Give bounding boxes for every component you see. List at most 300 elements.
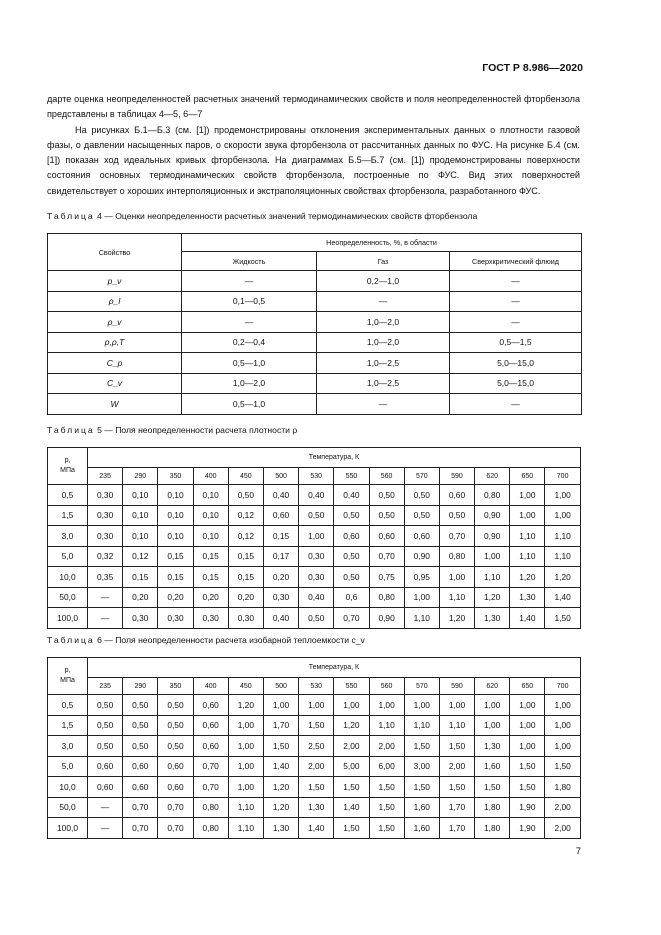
table4-property-cell: W	[48, 394, 182, 415]
table4-header-group: Неопределенность, %, в области	[182, 234, 582, 252]
table-row	[48, 526, 581, 547]
table5-value-cell: 0,40	[299, 485, 334, 506]
table4-value-cell: 1,0—2,0	[182, 373, 317, 394]
table5-value-cell: 1,10	[510, 546, 545, 567]
page-number: 7	[575, 846, 581, 857]
table5-value-cell: 0,60	[334, 526, 369, 547]
table5-value-cell: 0,30	[299, 546, 334, 567]
table6-value-cell: 1,60	[404, 797, 439, 818]
table6-value-cell: 1,30	[475, 736, 510, 757]
table-row	[48, 546, 581, 567]
table-row	[48, 291, 582, 312]
table5-value-cell: 1,40	[510, 608, 545, 629]
table6-value-cell: 1,60	[404, 818, 439, 839]
table-row	[48, 797, 581, 818]
table6-value-cell: 0,70	[158, 797, 193, 818]
table5-caption-word: Таблица	[47, 425, 95, 435]
table5-value-cell: 0,30	[88, 505, 123, 526]
table5-value-cell: 0,80	[475, 485, 510, 506]
table4-property-cell: C_v	[48, 373, 182, 394]
table5-value-cell: 0,35	[88, 567, 123, 588]
document-id: ГОСТ Р 8.986—2020	[482, 62, 583, 74]
table5-value-cell: 0,10	[193, 485, 228, 506]
table4-property-cell: C_p	[48, 353, 182, 374]
table4-value-cell: 5,0—15,0	[450, 353, 582, 374]
table4-value-cell: —	[450, 394, 582, 415]
table6-value-cell: 0,70	[123, 797, 158, 818]
table5-value-cell: 0,15	[228, 567, 263, 588]
table5-pressure-cell: 10,0	[48, 567, 88, 588]
table5-value-cell: 0,30	[88, 485, 123, 506]
table5-pressure-cell: 3,0	[48, 526, 88, 547]
table5-value-cell: 0,75	[369, 567, 404, 588]
table6-value-cell: 3,00	[404, 756, 439, 777]
table6-value-cell: 1,80	[475, 818, 510, 839]
table5-value-cell: 0,10	[123, 485, 158, 506]
table6-pressure-cell: 10,0	[48, 777, 88, 798]
table6-value-cell: 1,20	[334, 715, 369, 736]
table6-value-cell: 2,00	[299, 756, 334, 777]
table5-value-cell: 1,10	[439, 587, 474, 608]
table4-value-cell: —	[182, 312, 317, 333]
table5-value-cell: 1,20	[510, 567, 545, 588]
table6-value-cell: 1,00	[545, 736, 580, 757]
table6-header-temperature: Температура, К	[88, 658, 581, 678]
table6-value-cell: 1,30	[263, 818, 298, 839]
table5-value-cell: 1,00	[510, 505, 545, 526]
table5-temperature-header: 620	[475, 468, 510, 485]
table-row	[48, 587, 581, 608]
table6-value-cell: 0,60	[88, 777, 123, 798]
table6-temperature-header: 500	[263, 678, 298, 695]
table6-value-cell: 0,60	[88, 756, 123, 777]
table6-value-cell: 0,60	[158, 756, 193, 777]
table6-pressure-cell: 5,0	[48, 756, 88, 777]
table4-value-cell: 1,0—2,5	[317, 353, 450, 374]
table5-value-cell: 1,30	[510, 587, 545, 608]
table5-value-cell: 0,50	[228, 485, 263, 506]
table6-value-cell: 1,00	[510, 695, 545, 716]
table5-value-cell: 0,12	[123, 546, 158, 567]
table6-value-cell: 1,70	[439, 797, 474, 818]
table-row	[48, 736, 581, 757]
table5-density-uncertainty	[47, 447, 581, 629]
table5-value-cell: 0,40	[263, 608, 298, 629]
table5-value-cell: 0,40	[263, 485, 298, 506]
table6-temperature-header: 650	[510, 678, 545, 695]
table5-pressure-cell: 0,5	[48, 485, 88, 506]
table5-value-cell: 0,20	[158, 587, 193, 608]
table6-temperature-header: 590	[439, 678, 474, 695]
table-row	[48, 505, 581, 526]
table6-value-cell: 1,50	[439, 777, 474, 798]
table5-value-cell: 0,50	[369, 485, 404, 506]
table6-temperature-header: 550	[334, 678, 369, 695]
table4-value-cell: 5,0—15,0	[450, 373, 582, 394]
table6-value-cell: 1,00	[334, 695, 369, 716]
table6-value-cell: 2,00	[369, 736, 404, 757]
table5-value-cell: 0,60	[369, 526, 404, 547]
table4-value-cell: —	[317, 291, 450, 312]
table5-temperature-header: 550	[334, 468, 369, 485]
table5-value-cell: 0,90	[475, 505, 510, 526]
table6-value-cell: 1,00	[545, 715, 580, 736]
table6-value-cell: 1,50	[299, 715, 334, 736]
body-text	[47, 92, 580, 199]
table5-value-cell: 0,70	[439, 526, 474, 547]
table-row	[48, 394, 582, 415]
table6-value-cell: 1,40	[299, 818, 334, 839]
table4-value-cell: —	[450, 312, 582, 333]
table4-header-supercritical: Сверхкритический флюид	[450, 252, 582, 271]
table5-value-cell: 0,30	[263, 587, 298, 608]
table6-value-cell: 2,00	[545, 818, 580, 839]
table4-caption-text: 4 — Оценки неопределенности расчетных значений термодинамических свойств фторбензола	[97, 211, 478, 221]
table5-pressure-symbol: p,	[64, 457, 71, 464]
table6-pressure-symbol: p,	[64, 667, 71, 674]
table5-value-cell: 0,20	[263, 567, 298, 588]
table5-temperature-header: 700	[545, 468, 580, 485]
table5-value-cell: 1,50	[545, 608, 580, 629]
table6-value-cell: 1,00	[228, 736, 263, 757]
table5-value-cell: 0,50	[334, 546, 369, 567]
table5-temperature-header: 590	[439, 468, 474, 485]
table4-value-cell: 0,5—1,0	[182, 394, 317, 415]
table6-value-cell: 1,50	[334, 777, 369, 798]
table6-value-cell: 1,50	[299, 777, 334, 798]
table6-value-cell: 1,50	[404, 777, 439, 798]
table6-value-cell: 1,00	[545, 695, 580, 716]
table-row	[48, 485, 581, 506]
table5-value-cell: 0,10	[193, 526, 228, 547]
table5-value-cell: 0,12	[228, 505, 263, 526]
table4-value-cell: —	[317, 394, 450, 415]
table6-value-cell: 6,00	[369, 756, 404, 777]
table6-temperature-header: 450	[228, 678, 263, 695]
table6-value-cell: 1,00	[228, 777, 263, 798]
table4-value-cell: 0,2—0,4	[182, 332, 317, 353]
table5-value-cell: 1,10	[545, 546, 580, 567]
table6-temperature-header: 560	[369, 678, 404, 695]
table6-value-cell: 0,50	[123, 715, 158, 736]
table-row	[48, 818, 581, 839]
table5-value-cell: 0,70	[369, 546, 404, 567]
table6-temperature-header: 700	[545, 678, 580, 695]
table4-value-cell: 0,2—1,0	[317, 271, 450, 292]
table6-caption-word: Таблица	[47, 635, 95, 645]
table5-header-pressure	[48, 448, 88, 485]
table6-value-cell: 1,00	[475, 695, 510, 716]
table5-value-cell: 1,00	[545, 485, 580, 506]
table4-property-cell: ρ_v	[48, 312, 182, 333]
table5-temperature-header: 350	[158, 468, 193, 485]
table5-value-cell: 1,20	[545, 567, 580, 588]
table5-value-cell: 1,00	[510, 485, 545, 506]
table5-value-cell: —	[88, 587, 123, 608]
table-row	[48, 777, 581, 798]
table6-temperature-header: 620	[475, 678, 510, 695]
table5-temperature-header: 570	[404, 468, 439, 485]
table5-value-cell: 1,20	[475, 587, 510, 608]
table6-value-cell: 1,00	[228, 756, 263, 777]
table6-value-cell: 1,50	[404, 736, 439, 757]
table4-value-cell: 1,0—2,5	[317, 373, 450, 394]
table5-value-cell: 0,95	[404, 567, 439, 588]
table5-value-cell: 0,30	[88, 526, 123, 547]
table5-value-cell: 0,40	[334, 485, 369, 506]
table5-value-cell: 0,30	[158, 608, 193, 629]
table-row	[48, 567, 581, 588]
table5-temperature-header: 530	[299, 468, 334, 485]
table6-temperature-header: 570	[404, 678, 439, 695]
table-row	[48, 608, 581, 629]
table6-value-cell: 2,00	[334, 736, 369, 757]
table5-value-cell: 0,10	[158, 485, 193, 506]
table5-caption	[47, 425, 297, 435]
table6-value-cell: 0,60	[123, 777, 158, 798]
table5-value-cell: 1,30	[475, 608, 510, 629]
table6-value-cell: 1,10	[439, 715, 474, 736]
table6-value-cell: 1,50	[369, 777, 404, 798]
table6-value-cell: 1,00	[510, 736, 545, 757]
table6-value-cell: 1,70	[263, 715, 298, 736]
table6-value-cell: 1,80	[545, 777, 580, 798]
table5-value-cell: 0,50	[404, 485, 439, 506]
table5-pressure-cell: 5,0	[48, 546, 88, 567]
table-row	[48, 332, 582, 353]
table5-temperature-header: 400	[193, 468, 228, 485]
table6-value-cell: 0,70	[193, 756, 228, 777]
table5-value-cell: 0,50	[334, 505, 369, 526]
table5-value-cell: 1,40	[545, 587, 580, 608]
table5-value-cell: 1,00	[545, 505, 580, 526]
table4-value-cell: 0,5—1,5	[450, 332, 582, 353]
table6-value-cell: 1,50	[510, 777, 545, 798]
table6-value-cell: 1,50	[439, 736, 474, 757]
table4-property-cell: p_ν	[48, 271, 182, 292]
table5-value-cell: 0,20	[228, 587, 263, 608]
table6-value-cell: 1,50	[545, 756, 580, 777]
table6-value-cell: 0,50	[123, 695, 158, 716]
table6-value-cell: 1,10	[228, 797, 263, 818]
table5-value-cell: 0,60	[263, 505, 298, 526]
table4-header-gas: Газ	[317, 252, 450, 271]
table6-value-cell: 1,00	[475, 715, 510, 736]
table6-heat-capacity-uncertainty	[47, 657, 581, 839]
table5-value-cell: 1,10	[404, 608, 439, 629]
table6-value-cell: 1,20	[228, 695, 263, 716]
table4-value-cell: 0,5—1,0	[182, 353, 317, 374]
table6-value-cell: 0,60	[158, 777, 193, 798]
table5-value-cell: 0,50	[299, 608, 334, 629]
table6-value-cell: 1,10	[404, 715, 439, 736]
table6-value-cell: 1,20	[263, 797, 298, 818]
table6-value-cell: 0,50	[88, 736, 123, 757]
table5-temperature-header: 560	[369, 468, 404, 485]
table4-header-property: Свойство	[48, 234, 182, 271]
table6-header-pressure	[48, 658, 88, 695]
table5-value-cell: 0,20	[123, 587, 158, 608]
table5-value-cell: 0,10	[123, 526, 158, 547]
table4-value-cell: 1,0—2,0	[317, 312, 450, 333]
table6-value-cell: 1,70	[439, 818, 474, 839]
table5-value-cell: 1,10	[545, 526, 580, 547]
table4-caption-word: Таблица	[47, 211, 95, 221]
table6-value-cell: 0,50	[158, 715, 193, 736]
table6-value-cell: 0,60	[193, 715, 228, 736]
table5-value-cell: 0,40	[299, 587, 334, 608]
table5-value-cell: 1,00	[475, 546, 510, 567]
table6-caption-text: 6 — Поля неопределенности расчета изобарной теплоемкости c_v	[97, 635, 365, 645]
table6-value-cell: 1,00	[263, 695, 298, 716]
table6-value-cell: 0,50	[88, 695, 123, 716]
table6-value-cell: 1,00	[228, 715, 263, 736]
table5-value-cell: 1,10	[510, 526, 545, 547]
table6-value-cell: 0,50	[88, 715, 123, 736]
table5-value-cell: 1,00	[404, 587, 439, 608]
table5-value-cell: 0,50	[439, 505, 474, 526]
table6-value-cell: 1,50	[475, 777, 510, 798]
table5-pressure-cell: 50,0	[48, 587, 88, 608]
table6-value-cell: 1,00	[369, 695, 404, 716]
table5-value-cell: 0,20	[193, 587, 228, 608]
table5-value-cell: 0,60	[404, 526, 439, 547]
table6-value-cell: 1,10	[369, 715, 404, 736]
table5-value-cell: 0,6	[334, 587, 369, 608]
table6-value-cell: —	[88, 797, 123, 818]
table6-value-cell: 0,60	[193, 736, 228, 757]
table6-value-cell: 0,50	[123, 736, 158, 757]
table6-value-cell: 1,30	[299, 797, 334, 818]
table6-value-cell: 0,70	[193, 777, 228, 798]
table5-value-cell: 0,10	[158, 526, 193, 547]
table6-pressure-cell: 1,5	[48, 715, 88, 736]
table6-value-cell: 0,50	[158, 736, 193, 757]
table6-pressure-cell: 3,0	[48, 736, 88, 757]
table6-pressure-cell: 0,5	[48, 695, 88, 716]
table6-value-cell: 1,90	[510, 818, 545, 839]
table6-value-cell: 1,50	[369, 797, 404, 818]
table6-pressure-cell: 100,0	[48, 818, 88, 839]
table6-value-cell: 1,20	[263, 777, 298, 798]
table6-value-cell: 1,00	[439, 695, 474, 716]
table4-value-cell: —	[450, 271, 582, 292]
table5-value-cell: 0,60	[439, 485, 474, 506]
table-row	[48, 756, 581, 777]
table5-value-cell: 0,30	[193, 608, 228, 629]
table4-value-cell: —	[450, 291, 582, 312]
table5-value-cell: 0,80	[369, 587, 404, 608]
table6-value-cell: 1,50	[510, 756, 545, 777]
table5-temperature-header: 235	[88, 468, 123, 485]
table5-value-cell: 0,80	[439, 546, 474, 567]
table6-value-cell: 1,00	[299, 695, 334, 716]
table6-value-cell: 0,80	[193, 818, 228, 839]
table5-temperature-header: 450	[228, 468, 263, 485]
table5-value-cell: 0,32	[88, 546, 123, 567]
table5-temperature-header: 500	[263, 468, 298, 485]
table4-property-cell: p,ρ,T	[48, 332, 182, 353]
table5-value-cell: 1,20	[439, 608, 474, 629]
table-row	[48, 312, 582, 333]
table6-pressure-unit: МПа	[60, 677, 75, 684]
table6-value-cell: 2,00	[545, 797, 580, 818]
table5-value-cell: 1,00	[439, 567, 474, 588]
table5-value-cell: 1,00	[299, 526, 334, 547]
table5-value-cell: 1,10	[475, 567, 510, 588]
table5-value-cell: 0,90	[475, 526, 510, 547]
table6-value-cell: 0,60	[123, 756, 158, 777]
table5-value-cell: 0,15	[158, 546, 193, 567]
table5-value-cell: 0,10	[158, 505, 193, 526]
table6-value-cell: —	[88, 818, 123, 839]
table5-value-cell: 0,12	[228, 526, 263, 547]
table6-value-cell: 1,40	[263, 756, 298, 777]
table-row	[48, 695, 581, 716]
table6-value-cell: 5,00	[334, 756, 369, 777]
table6-value-cell: 0,60	[193, 695, 228, 716]
paragraph-figures: На рисунках Б.1—Б.3 (см. [1]) продемонстрированы отклонения экспериментальных данных о плотности газовой фазы, о давлении насыщенных паров, о скорости звука фторбензола от рассчитанных данных по ФУС. На рисунке Б.4 (см. [1]) показан ход идеальных кривых фторбензола. На диаграммах Б.5—Б.7 (см. [1]) продемонстрированы поверхности состояния основных термодинамических свойств фторбензола, построенные по ФУС. Вид этих поверхностей свидетельствует о хороших интерполяционных и экстраполяционных свойствах фторбензола, разработанного ФУС.	[47, 124, 580, 196]
table5-value-cell: 0,15	[263, 526, 298, 547]
table6-value-cell: 0,70	[158, 818, 193, 839]
table5-value-cell: 0,50	[299, 505, 334, 526]
table5-value-cell: 0,50	[369, 505, 404, 526]
table5-header-temperature: Температура, К	[88, 448, 581, 468]
table6-pressure-cell: 50,0	[48, 797, 88, 818]
table5-temperature-header: 650	[510, 468, 545, 485]
table5-value-cell: 0,30	[299, 567, 334, 588]
table5-value-cell: 0,15	[158, 567, 193, 588]
table6-value-cell: 0,80	[193, 797, 228, 818]
paragraph-intro: дарте оценка неопределенностей расчетных значений термодинамических свойств и поля неопределенностей фторбензола представлены в таблицах 4—5, 6—7	[47, 94, 580, 120]
table6-temperature-header: 290	[123, 678, 158, 695]
table6-value-cell: 0,50	[158, 695, 193, 716]
table6-value-cell: 1,40	[334, 797, 369, 818]
table5-value-cell: 0,10	[123, 505, 158, 526]
table6-value-cell: 1,50	[334, 818, 369, 839]
table5-value-cell: 0,90	[369, 608, 404, 629]
table5-value-cell: 0,10	[193, 505, 228, 526]
table5-value-cell: 0,50	[334, 567, 369, 588]
table5-caption-text: 5 — Поля неопределенности расчета плотности ρ	[97, 425, 298, 435]
table6-value-cell: 1,90	[510, 797, 545, 818]
table-row	[48, 271, 582, 292]
table6-value-cell: 1,10	[228, 818, 263, 839]
table6-temperature-header: 350	[158, 678, 193, 695]
table6-value-cell: 1,00	[404, 695, 439, 716]
table6-caption	[47, 635, 365, 645]
table4-value-cell: 0,1—0,5	[182, 291, 317, 312]
table-row	[48, 715, 581, 736]
table4-header-liquid: Жидкость	[182, 252, 317, 271]
table5-value-cell: 0,15	[193, 567, 228, 588]
table5-pressure-unit: МПа	[60, 467, 75, 474]
table5-value-cell: 0,90	[404, 546, 439, 567]
table6-temperature-header: 530	[299, 678, 334, 695]
table5-value-cell: —	[88, 608, 123, 629]
table5-value-cell: 0,15	[123, 567, 158, 588]
table-row	[48, 353, 582, 374]
table4-caption	[47, 211, 477, 221]
table5-value-cell: 0,15	[228, 546, 263, 567]
table6-value-cell: 1,00	[510, 715, 545, 736]
table4-uncertainty-estimates	[47, 233, 582, 415]
table5-value-cell: 0,30	[123, 608, 158, 629]
table4-property-cell: ρ_l	[48, 291, 182, 312]
table5-value-cell: 0,70	[334, 608, 369, 629]
table6-temperature-header: 235	[88, 678, 123, 695]
table6-value-cell: 0,70	[123, 818, 158, 839]
